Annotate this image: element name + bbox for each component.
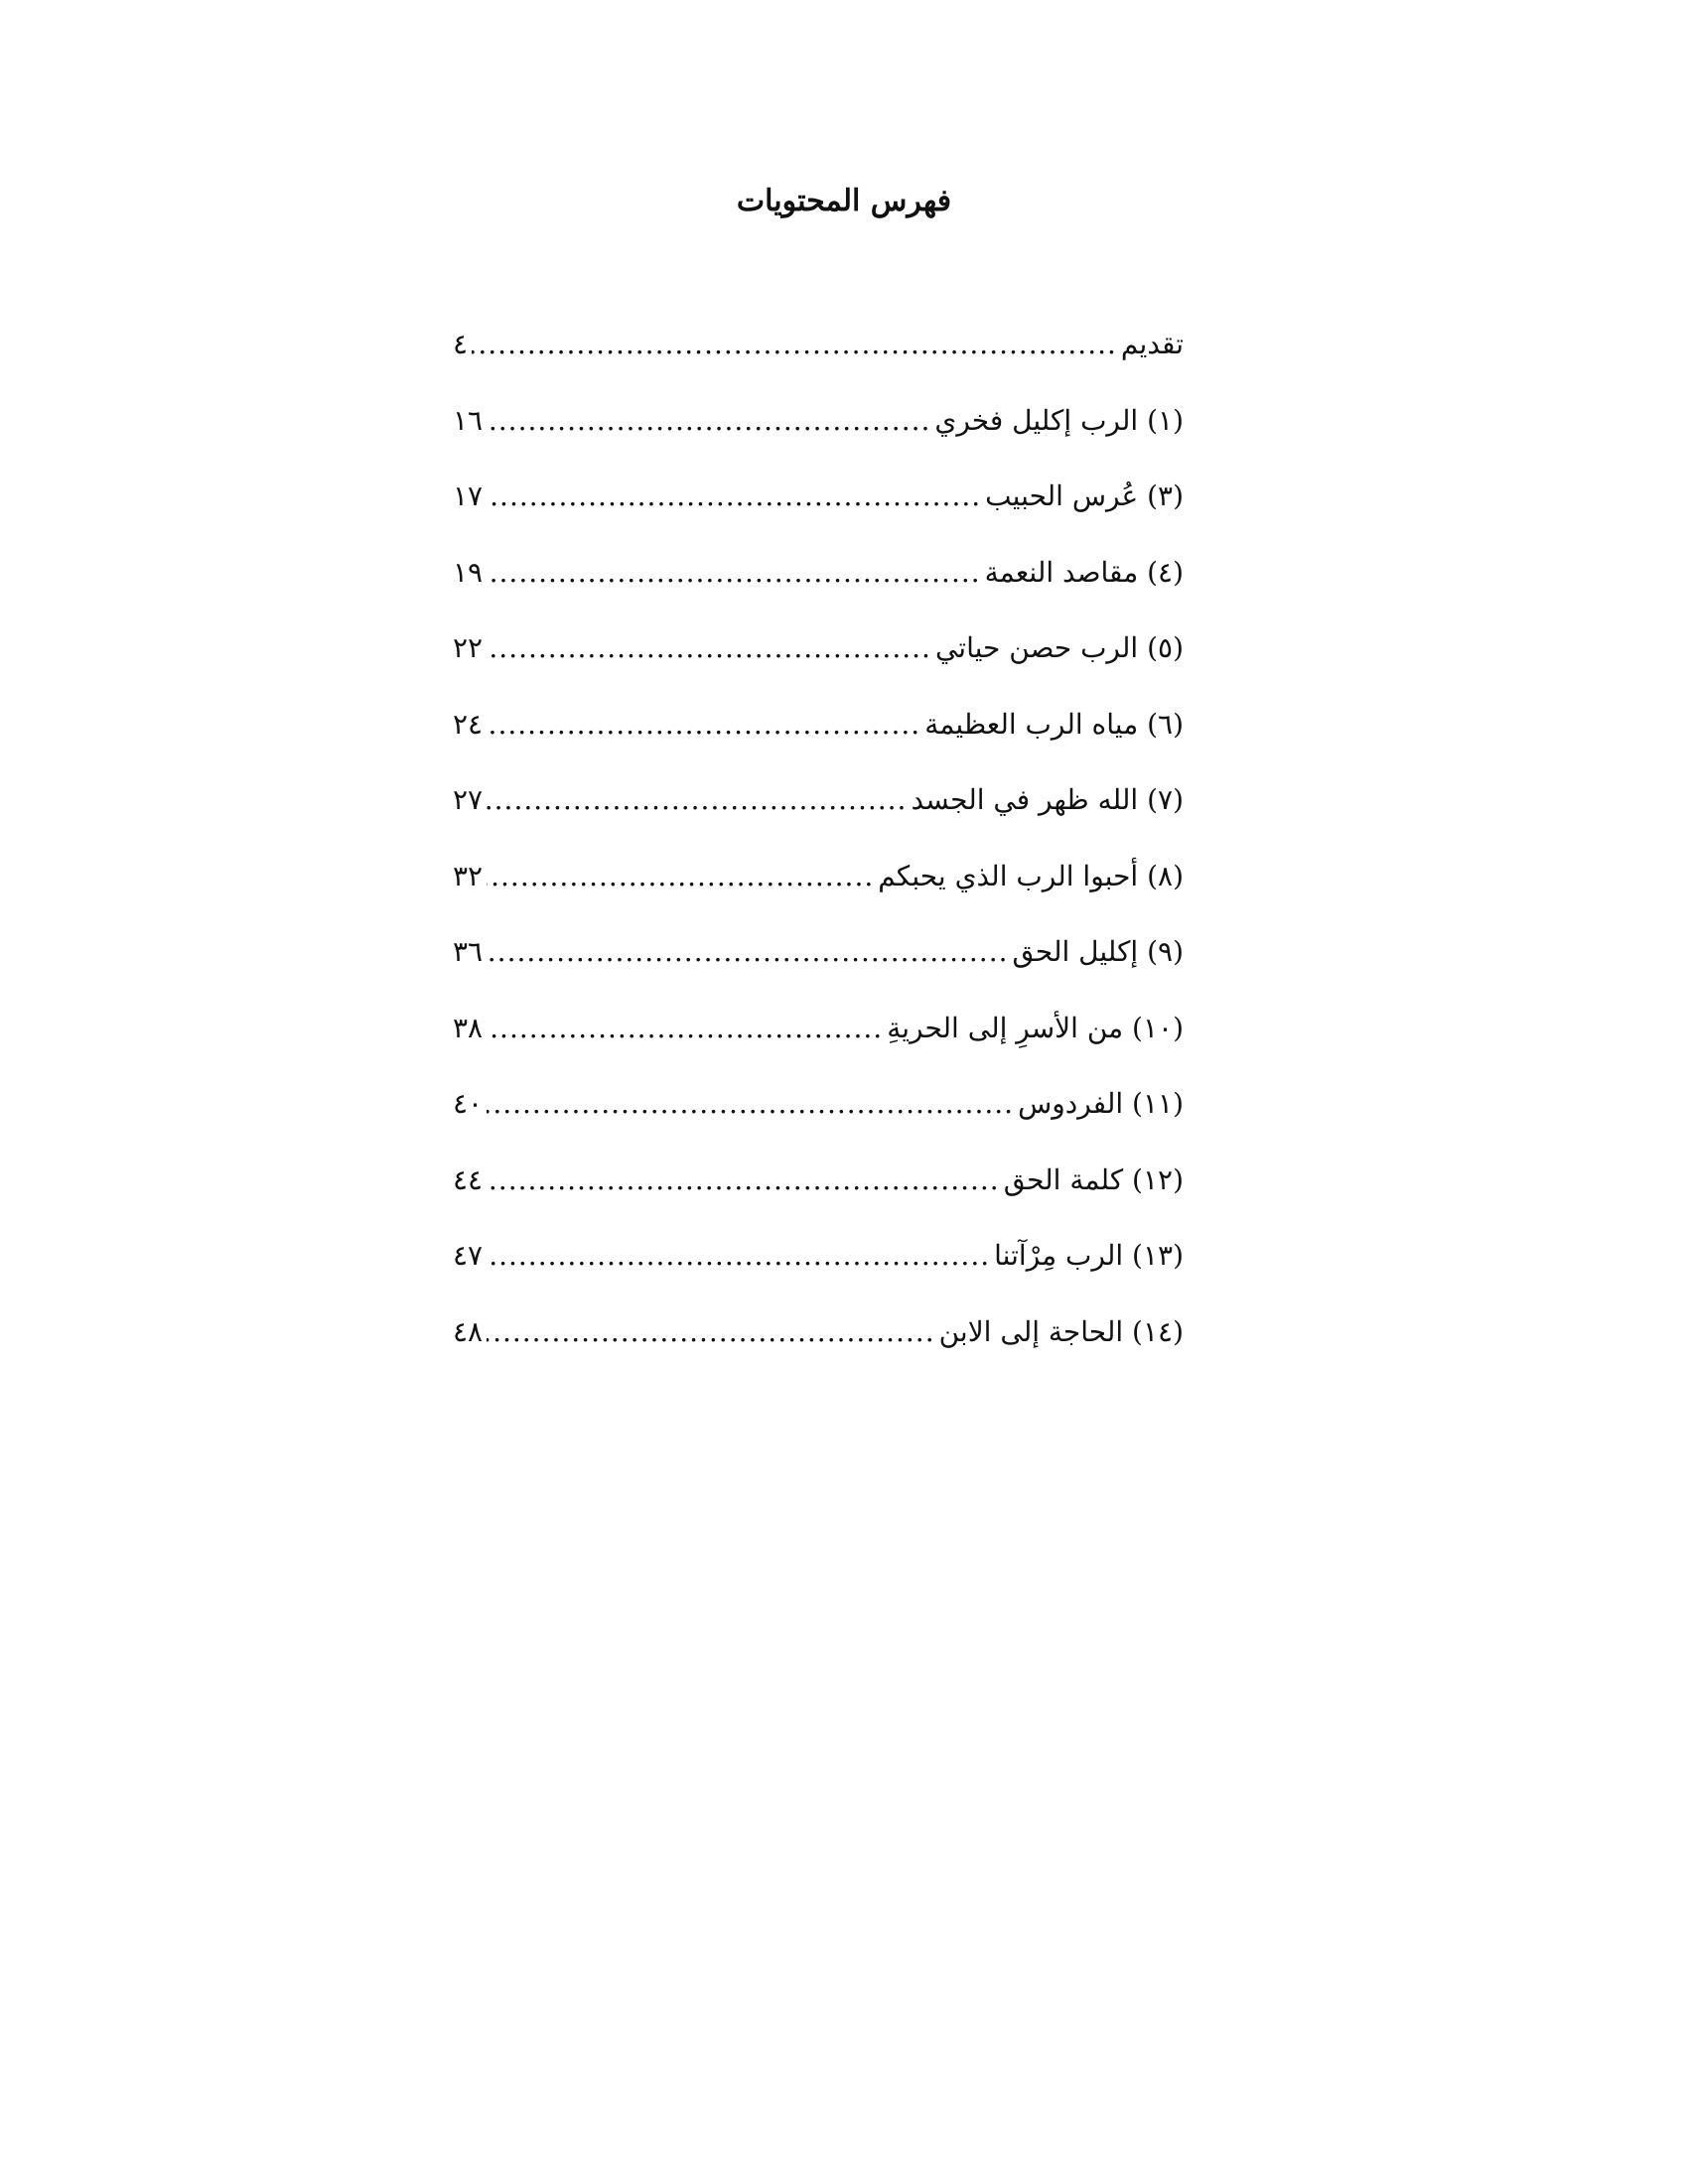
toc-entry-title: (٨) أحبوا الرب الذي يحبكم — [878, 859, 1184, 892]
toc-entry-title: (١٠) من الأسرِ إلى الحريةِ — [887, 1011, 1184, 1044]
toc-entry[interactable] — [453, 1007, 1184, 1083]
dot-leader — [487, 399, 930, 443]
toc-entry-title: (٦) مياه الرب العظيمة — [924, 707, 1184, 741]
toc-entry[interactable] — [453, 1082, 1184, 1159]
toc-entry-title: تقديم — [1120, 328, 1184, 360]
toc-entry[interactable] — [453, 703, 1184, 779]
toc-entry-title: (٧) الله ظهر في الجسد — [911, 783, 1184, 816]
dot-leader — [487, 1234, 990, 1278]
toc-entry[interactable] — [453, 855, 1184, 931]
toc-entry-page: ١٩ — [453, 555, 484, 589]
toc-entry-title: (١١) الفردوس — [1018, 1087, 1184, 1120]
toc-entry-title: (١٤) الحاجة إلى الابن — [938, 1314, 1184, 1348]
toc-entry-page: ٤٠ — [453, 1087, 484, 1120]
toc-entry-page: ٣٦ — [453, 935, 484, 968]
dot-leader — [487, 1007, 883, 1050]
toc-entry[interactable] — [453, 399, 1184, 476]
toc-entry[interactable] — [453, 626, 1184, 703]
toc-entry-title: (٤) مقاصد النعمة — [984, 555, 1184, 589]
table-of-contents — [453, 323, 1184, 1386]
toc-entry-page: ٤٨ — [453, 1314, 484, 1348]
dot-leader — [487, 778, 907, 822]
toc-entry-title: (٣) عُرس الحبيب — [985, 479, 1184, 512]
toc-entry-page: ٣٢ — [453, 859, 484, 892]
dot-leader — [487, 930, 1008, 974]
dot-leader — [472, 323, 1117, 366]
dot-leader — [487, 1159, 1000, 1202]
dot-leader — [487, 1082, 1014, 1126]
toc-entry-page: ٣٨ — [453, 1011, 484, 1044]
toc-entry-page: ١٧ — [453, 479, 484, 512]
dot-leader — [487, 475, 981, 518]
toc-entry[interactable] — [453, 1159, 1184, 1235]
toc-entry-page: ٢٧ — [453, 783, 484, 816]
toc-entry-title: (١٢) كلمة الحق — [1003, 1162, 1184, 1196]
toc-entry[interactable] — [453, 323, 1184, 399]
dot-leader — [487, 551, 981, 595]
toc-entry-page: ٤ — [453, 328, 469, 360]
dot-leader — [487, 626, 931, 670]
toc-entry-title: (٩) إكليل الحق — [1012, 935, 1184, 968]
toc-entry[interactable] — [453, 930, 1184, 1007]
toc-entry-page: ١٦ — [453, 403, 484, 437]
toc-entry[interactable] — [453, 551, 1184, 627]
dot-leader — [487, 855, 874, 898]
toc-entry-title: (١) الرب إكليل فخري — [934, 403, 1184, 437]
dot-leader — [487, 703, 920, 747]
toc-entry[interactable] — [453, 475, 1184, 551]
dot-leader — [487, 1310, 935, 1354]
toc-entry-page: ٢٢ — [453, 631, 484, 664]
toc-entry-page: ٤٤ — [453, 1162, 484, 1196]
toc-entry-page: ٢٤ — [453, 707, 484, 741]
toc-entry[interactable] — [453, 1310, 1184, 1387]
toc-entry-title: (١٣) الرب مِرْآتنا — [994, 1239, 1184, 1272]
toc-entry-title: (٥) الرب حصن حياتي — [934, 631, 1184, 664]
toc-entry[interactable] — [453, 1234, 1184, 1310]
toc-entry-page: ٤٧ — [453, 1239, 484, 1272]
page-title: فهرس المحتويات — [736, 184, 952, 218]
toc-entry[interactable] — [453, 778, 1184, 855]
